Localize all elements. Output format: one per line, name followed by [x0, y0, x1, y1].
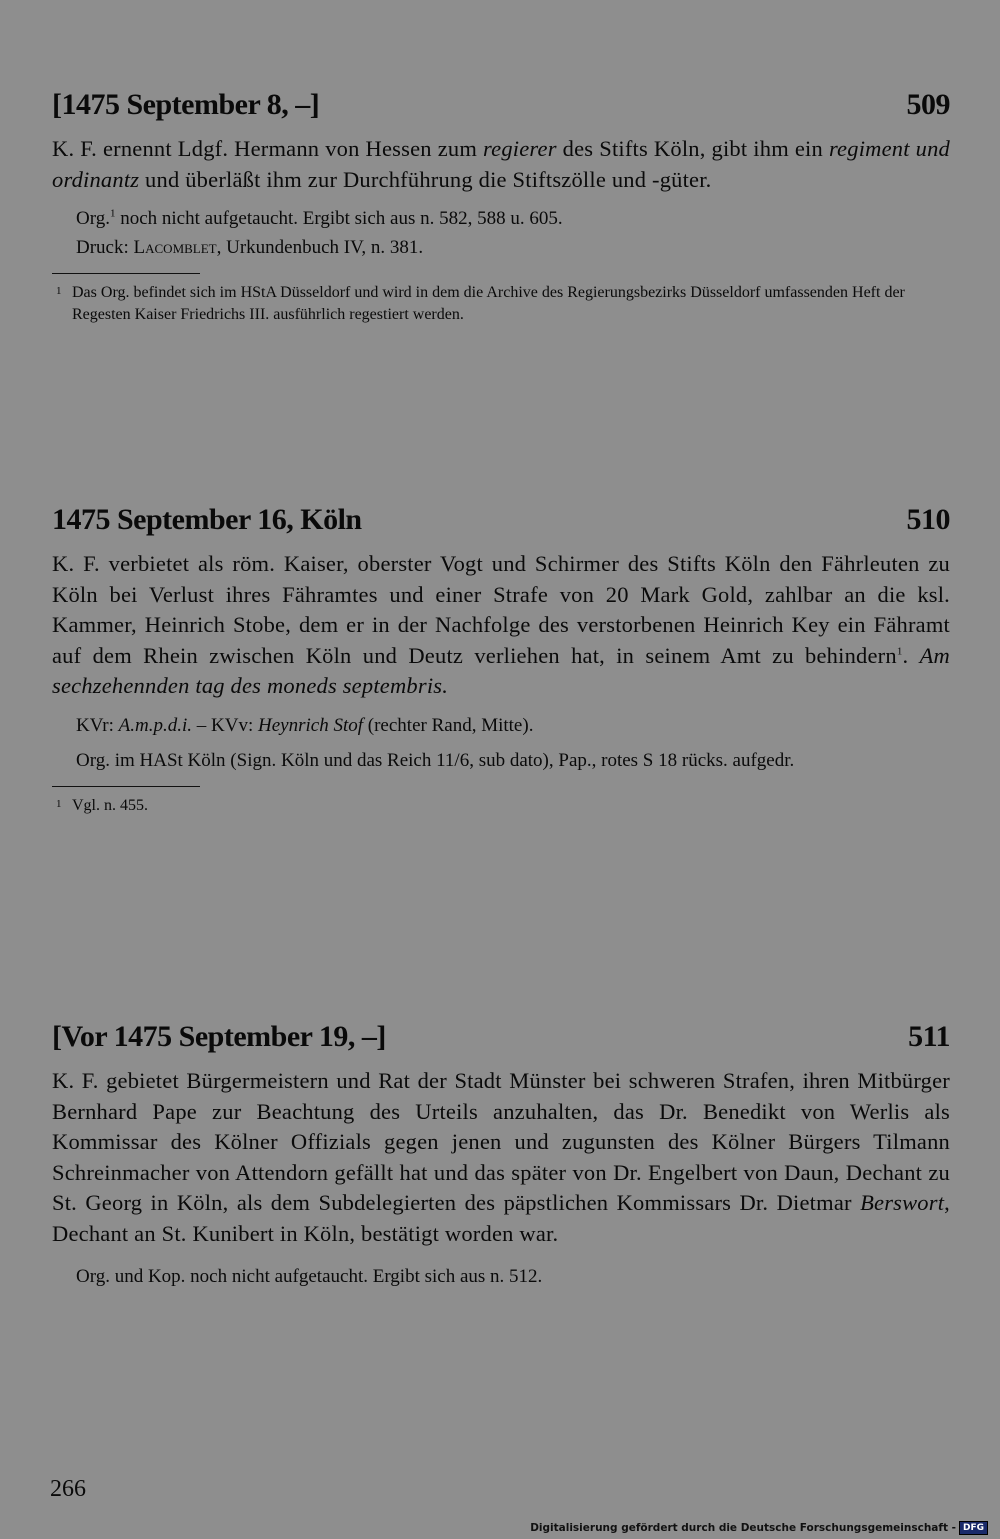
footnote-text: Vgl. n. 455.: [72, 796, 148, 814]
entry-number: 511: [908, 1020, 950, 1053]
entry-summary: [52, 549, 950, 702]
entry-heading: [52, 88, 950, 122]
text-run: des Stifts Köln, gibt ihm ein: [556, 136, 829, 161]
entry-date-place: [Vor 1475 September 19, –]: [52, 1020, 386, 1053]
text-run: und überläßt ihm zur Durchführung die Stiftszölle und -güter.: [139, 166, 712, 192]
entry-heading: [52, 1020, 950, 1054]
footnote-divider: [52, 273, 200, 274]
archival-note: [76, 712, 950, 739]
footnote-mark: 1: [56, 797, 62, 810]
dfg-credit: [530, 1521, 988, 1535]
entry-summary: [52, 1066, 950, 1249]
italic-text: regiment und ordinantz: [52, 136, 951, 192]
entry-number: 510: [906, 503, 950, 536]
archival-note: [76, 234, 950, 261]
text-run: K. F. ernennt Ldgf. Hermann von Hessen zum: [52, 136, 484, 161]
text-run: Druck:: [76, 237, 134, 258]
dfg-logo: DFG: [959, 1521, 988, 1535]
regest-entry-511: [52, 1020, 950, 1290]
text-run: .: [902, 642, 920, 668]
text-run: , Urkundenbuch IV, n. 381.: [216, 237, 424, 258]
author-name: Lacomblet: [133, 237, 217, 258]
footnote: [52, 795, 950, 817]
italic-text: A.m.p.d.i.: [118, 714, 193, 736]
regest-entry-509: [52, 88, 950, 326]
text-run: KVr:: [76, 714, 119, 736]
italic-text: regierer: [483, 136, 557, 161]
text-run: K. F. verbietet als röm. Kaiser, oberster Vogt und Schirmer des Stifts Köln den Fährleuten zu Köln bei Verlust ihres Fähramtes und einer Strafe von 20 Mark Gold, zahlbar an die ksl. Kammer, Heinrich Stobe, dem er in der Nachfolge des verstorbenen Heinrich Key ein Fähramt auf dem Rhein zwischen Köln und Deutz verliehen hat, in seinem Amt zu behindern: [52, 551, 950, 668]
text-run: Org.: [76, 208, 110, 229]
entry-date-place: 1475 September 16, Köln: [52, 503, 362, 536]
footnote-ref: 1: [896, 645, 903, 657]
footnote-mark: 1: [56, 285, 62, 297]
archival-note: [52, 747, 950, 774]
footnote-ref: 1: [109, 207, 116, 220]
footnote: [52, 282, 950, 326]
text-run: (rechter Rand, Mitte).: [363, 714, 534, 736]
archival-note: [76, 205, 950, 232]
entry-heading: [52, 503, 950, 537]
italic-text: Berswort: [860, 1190, 945, 1215]
text-run: noch nicht aufgetaucht. Ergibt sich aus n. 582, 588 u. 605.: [115, 208, 563, 229]
entry-date-place: [1475 September 8, –]: [52, 88, 320, 121]
text-run: K. F. gebietet Bürgermeistern und Rat der Stadt Münster bei schweren Strafen, ihren Mitbürger Bernhard Pape zur Beachtung des Urteils anzuhalten, das Dr. Benedikt von Werlis als Kommissar des Kölner Offizials gegen jenen und zugunsten des Kölner Bürgers Tilmann Schreinmacher von Attendorn gefällt hat und das später von Dr. Engelbert von Daun, Dechant zu St. Georg in Köln, als dem Subdelegierten des päpstlichen Kommissars Dr. Dietmar: [52, 1068, 950, 1215]
italic-text: Heynrich Stof: [258, 714, 364, 736]
text-run: Org. und Kop. noch nicht aufgetaucht. Ergibt sich aus n. 512.: [76, 1266, 543, 1287]
regest-entry-510: [52, 503, 950, 817]
page-number: 266: [50, 1476, 86, 1502]
dfg-credit-text: Digitalisierung gefördert durch die Deutsche Forschungsgemeinschaft -: [530, 1522, 956, 1534]
text-run: Org. im HASt Köln (Sign. Köln und das Reich 11/6, sub dato), Pap., rotes S 18 rücks. aufgedr.: [76, 749, 795, 771]
archival-note: [76, 1263, 950, 1290]
footnote-text: Das Org. befindet sich im HStA Düsseldorf und wird in dem die Archive des Regierungsbezirks Düsseldorf umfassenden Heft der Regesten Kaiser Friedrichs III. ausführlich regestiert werden.: [72, 284, 905, 323]
entry-number: 509: [906, 88, 950, 121]
text-run: , Dechant an St. Kunibert in Köln, bestätigt worden war.: [52, 1190, 950, 1246]
italic-text: Am sechzehennden tag des moneds septembris.: [52, 642, 950, 698]
entry-summary: [52, 134, 950, 195]
footnote-divider: [52, 786, 200, 787]
text-run: – KVv:: [192, 714, 259, 736]
